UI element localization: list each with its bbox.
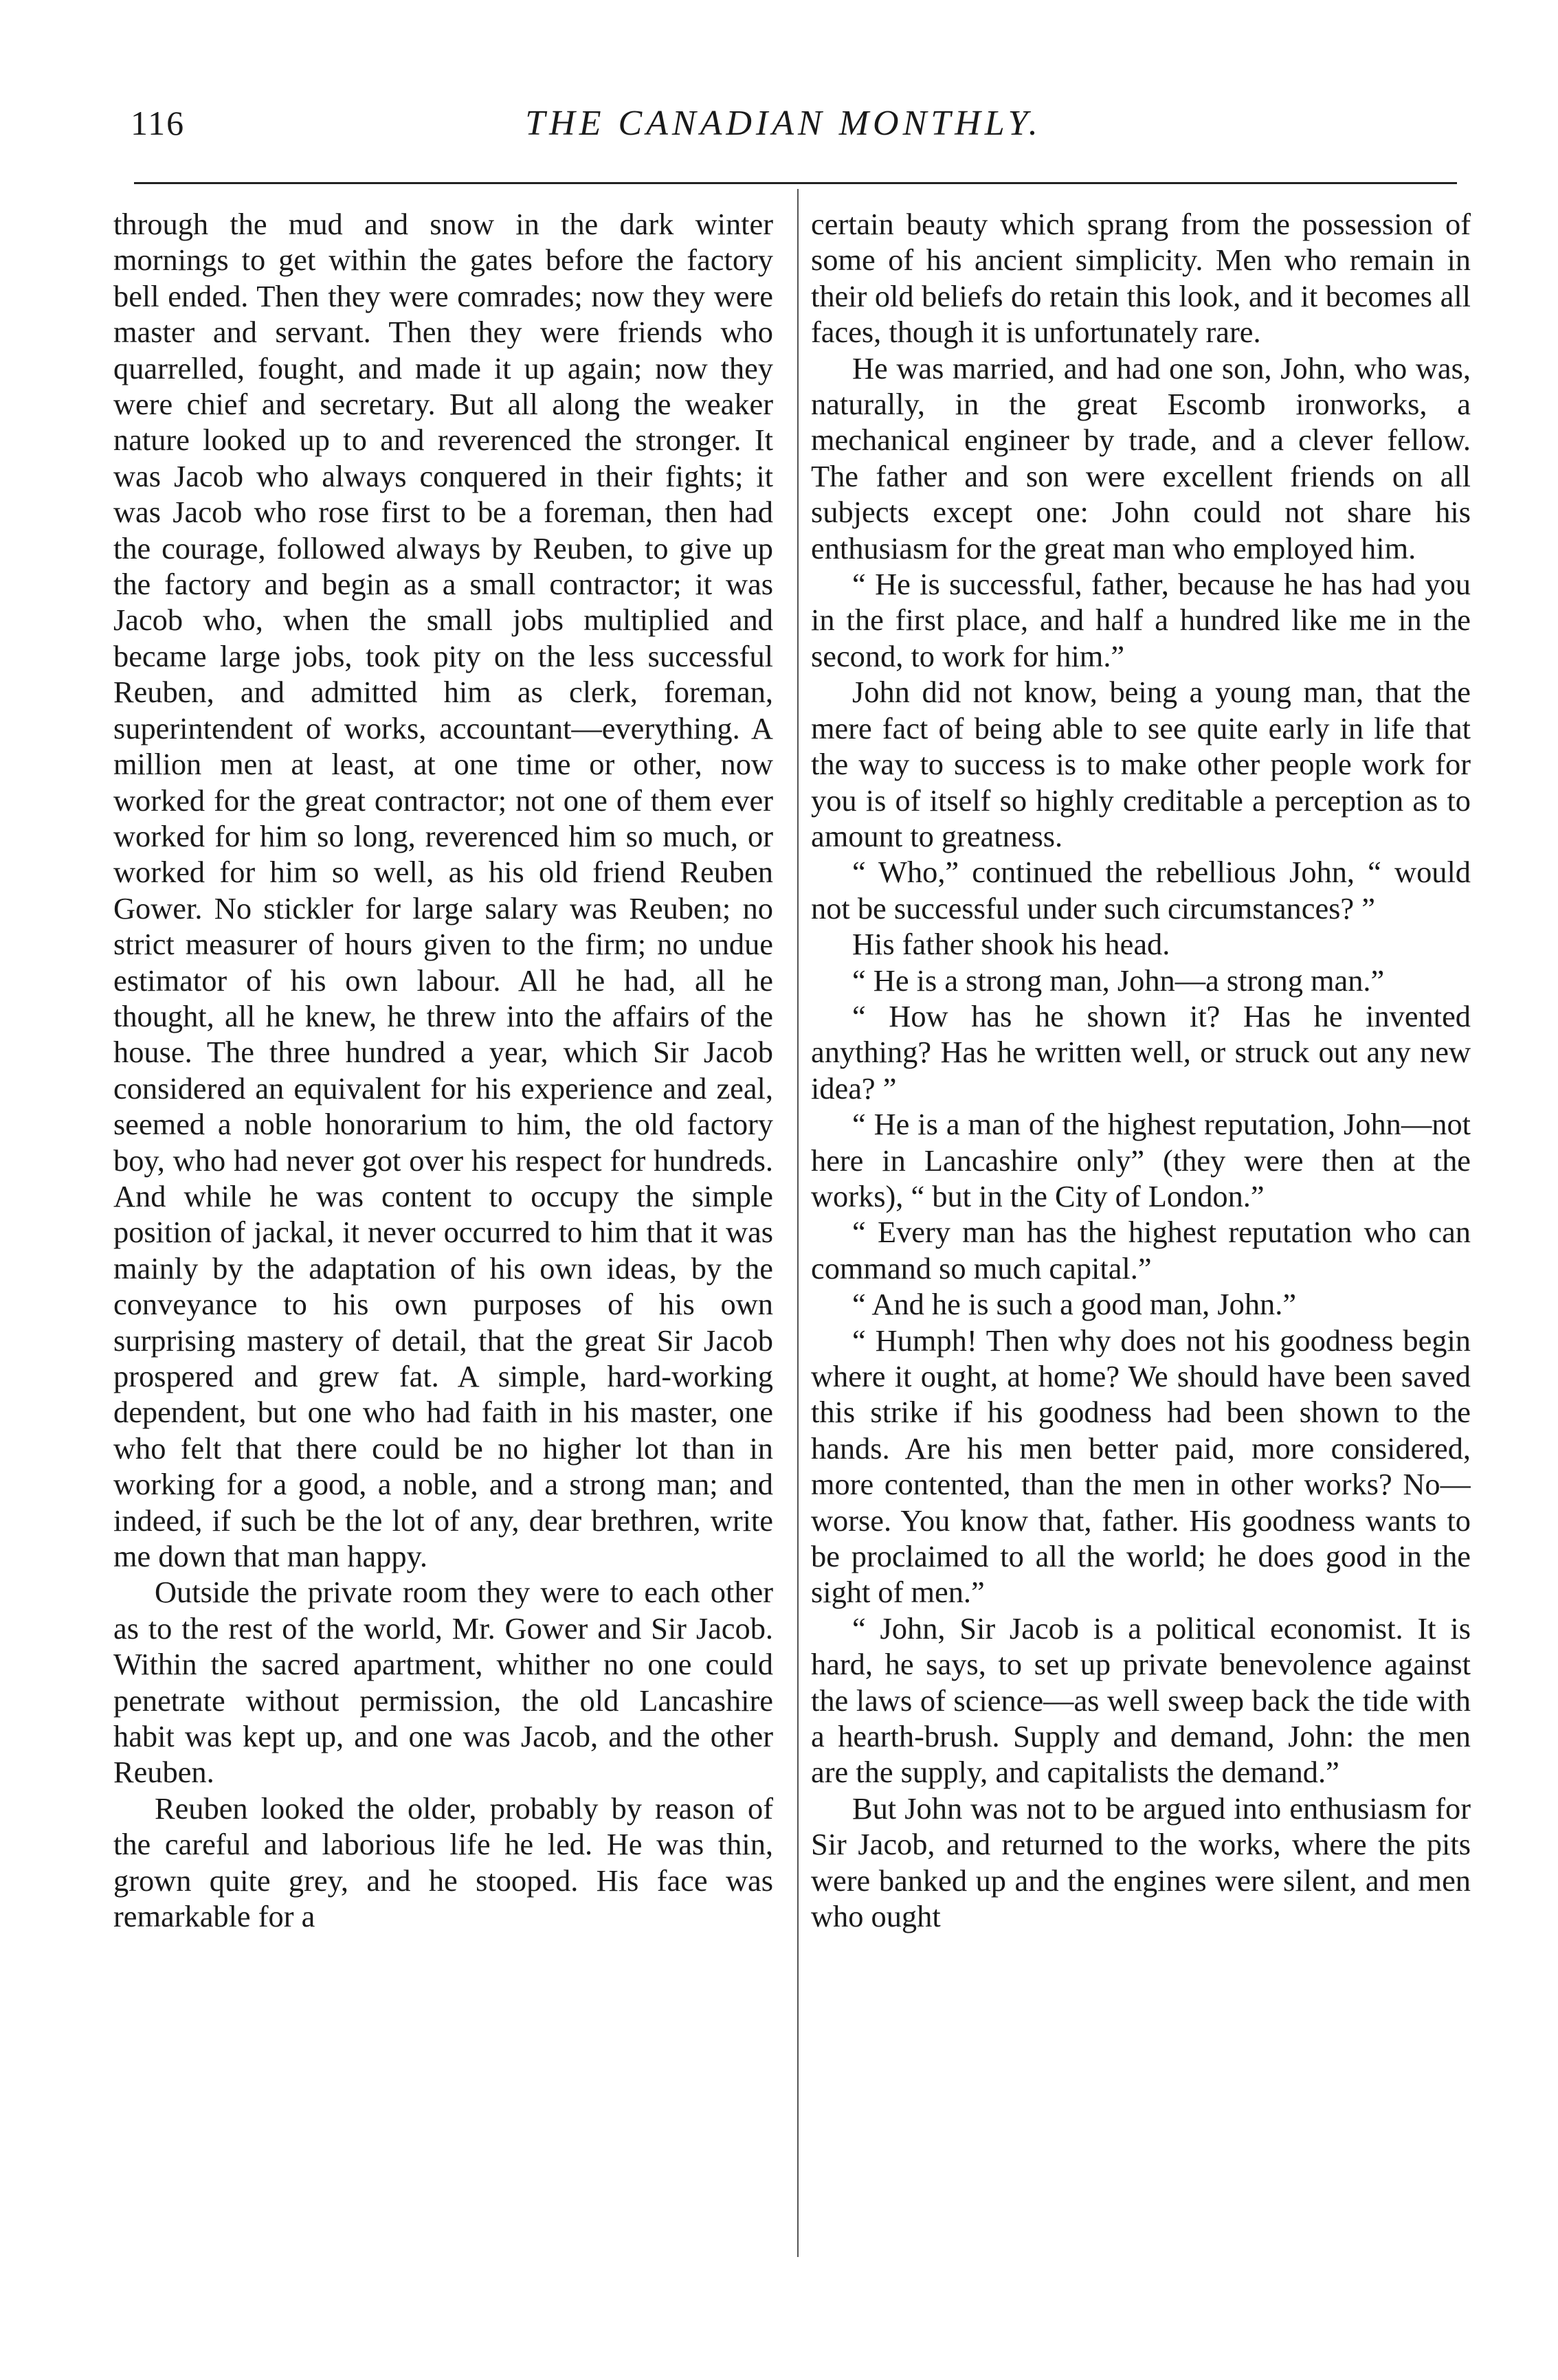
paragraph: “ And he is such a good man, John.” xyxy=(852,1287,1297,1322)
paragraph: through the mud and snow in the dark winter mornings to get within the gates before the factory bell ended. Then they were comrades; now they were master and servant. Then they were friends who quarrelled, fought, and made it up again; now they were chief and secretary. But all along the weaker nature looked up to and reverenced the stronger. It was Jacob who always conquered in their fights; it was Jacob who rose first to be a foreman, then had the courage, followed always by Reuben, to give up the factory and begin as a small contractor; it was Jacob who, when the small jobs multiplied and became large jobs, took pity on the less successful Reuben, and admitted him as clerk, foreman, superintendent of works, accountant—everything. A million men at least, at one time or other, now worked for the great contractor; not one of them ever worked for him so long, reverenced him so much, or worked for him so well, as his old friend Reuben Gower. No stickler for large salary was Reuben; no strict measurer of hours given to the firm; no undue estimator of his own labour. All he had, all he thought, all he knew, he threw into the affairs of the house. The three hundred a year, which Sir Jacob considered an equivalent for his experience and zeal, seemed a noble honorarium to him, the old factory boy, who had never got over his respect for hundreds. And while he was content to occupy the simple position of jackal, it never occurred to him that it was mainly by the adaptation of his own ideas, by the conveyance to his own purposes of his own surprising mastery of detail, that the great Sir Jacob prospered and grew fat. A simple, hard-working dependent, but one who had faith in his master, one who felt that there could be no higher lot than in working for a good, a noble, and a strong man; and indeed, if such be the lot of any, dear brethren, write me down that man happy. xyxy=(113,207,773,1574)
paragraph: John did not know, being a young man, that the mere fact of being able to see quite early in life that the way to success is to make other people work for you is of itself so highly creditable a perception as to amount to greatness. xyxy=(811,675,1471,853)
right-column xyxy=(811,206,1471,2288)
paragraph: “ He is a strong man, John—a strong man.” xyxy=(852,963,1385,998)
left-column xyxy=(113,206,773,2288)
page-header xyxy=(103,103,1464,158)
paragraph: “ Every man has the highest reputation who can command so much capital.” xyxy=(811,1215,1471,1286)
page-number: 116 xyxy=(131,104,186,142)
paragraph: “ Humph! Then why does not his goodness begin where it ought, at home? We should have been saved this strike if his goodness had been shown to the hands. Are his men better paid, more considered, more contented, than the men in other works? No—worse. You know that, father. His goodness wants to be proclaimed to all the world; he does good in the sight of men.” xyxy=(811,1323,1471,1610)
paragraph: certain beauty which sprang from the possession of some of his ancient simplicity. Men who remain in their old beliefs do retain this look, and it becomes all faces, though it is unfortunately rare. xyxy=(811,207,1471,350)
paragraph: But John was not to be argued into enthusiasm for Sir Jacob, and returned to the works, where the pits were banked up and the engines were silent, and men who ought xyxy=(811,1790,1471,1934)
paragraph: His father shook his head. xyxy=(852,927,1170,962)
paragraph: “ He is a man of the highest reputation, John—not here in Lancashire only” (they were then at the works), “ but in the City of London.” xyxy=(811,1107,1471,1213)
paragraph: “ John, Sir Jacob is a political economist. It is hard, he says, to set up private benevolence against the laws of science—as well sweep back the tide with a hearth-brush. Supply and demand, John: the men are the supply, and capitalists the demand.” xyxy=(811,1610,1471,1790)
paragraph: “ How has he shown it? Has he invented anything? Has he written well, or struck out any new idea? ” xyxy=(811,998,1471,1105)
running-title: THE CANADIAN MONTHLY. xyxy=(525,104,1042,143)
paragraph: Outside the private room they were to each other as to the rest of the world, Mr. Gower and Sir Jacob. Within the sacred apartment, whither no one could penetrate without permission, the old Lancashire habit was kept up, and one was Jacob, and the other Reuben. xyxy=(113,1575,773,1790)
paragraph: He was married, and had one son, John, who was, naturally, in the great Escomb ironworks, a mechanical engineer by trade, and a clever fellow. The father and son were excellent friends on all subjects except one: John could not share his enthusiasm for the great man who employed him. xyxy=(811,350,1471,565)
column-divider xyxy=(797,189,799,2257)
paragraph: Reuben looked the older, probably by reason of the careful and laborious life he led. He was thin, grown quite grey, and he stooped. His face was remarkable for a xyxy=(113,1790,773,1934)
paragraph: “ Who,” continued the rebellious John, “ would not be successful under such circumstances? ” xyxy=(811,855,1471,925)
header-rule xyxy=(134,182,1457,184)
paragraph: “ He is successful, father, because he has had you in the first place, and half a hundred like me in the second, to work for him.” xyxy=(811,567,1471,673)
